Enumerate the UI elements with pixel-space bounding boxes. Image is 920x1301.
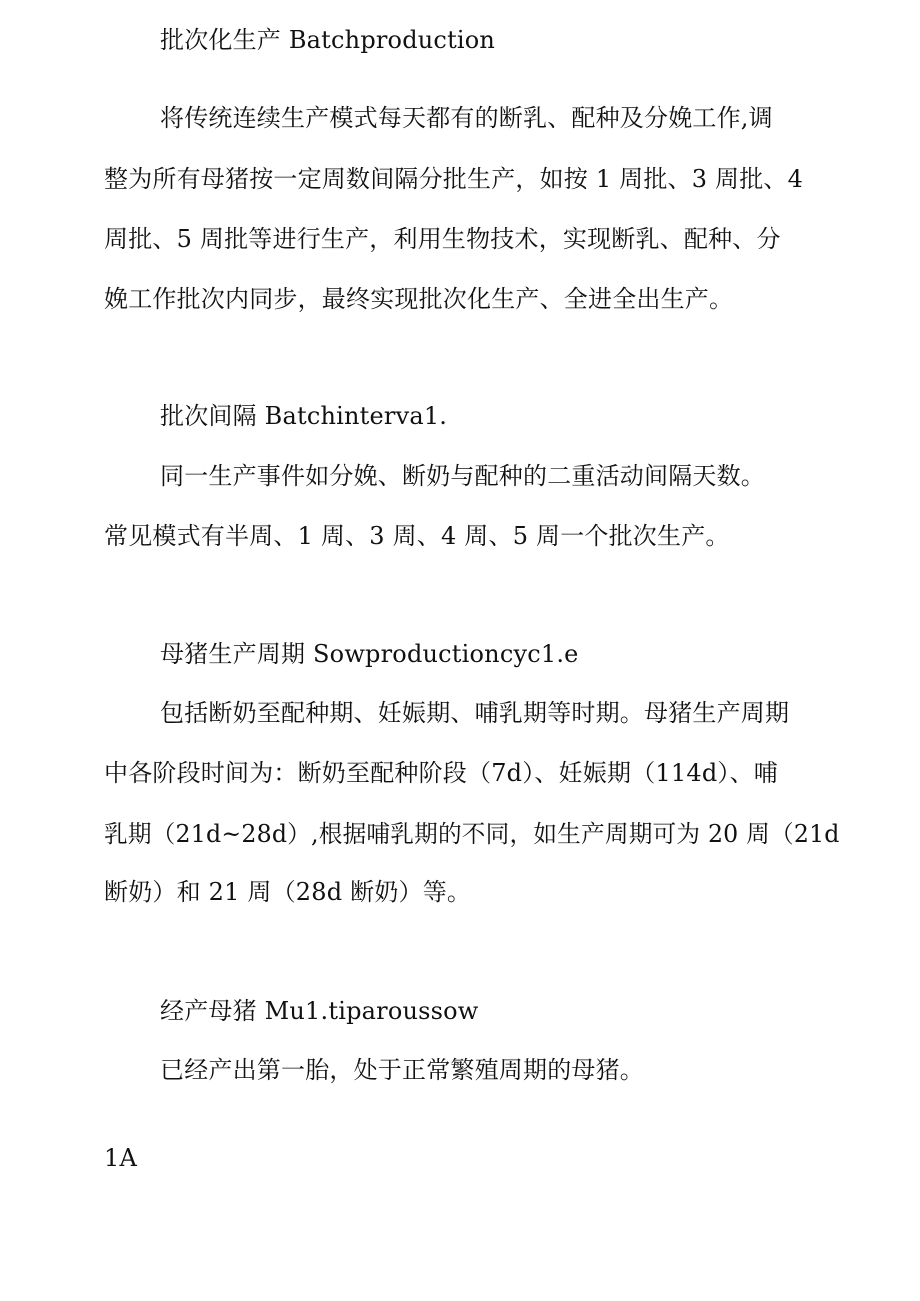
section-heading-multiparous-sow: 经产母猪 Mu1.tiparoussow xyxy=(160,997,479,1025)
paragraph-line: 已经产出第一胎，处于正常繁殖周期的母猪。 xyxy=(160,1056,644,1084)
section-heading-batch-production: 批次化生产 Batchproduction xyxy=(160,26,496,54)
paragraph-line: 周批、5 周批等进行生产，利用生物技术，实现断乳、配种、分 xyxy=(104,225,781,253)
paragraph-line: 常见模式有半周、1 周、3 周、4 周、5 周一个批次生产。 xyxy=(104,522,730,550)
section-heading-batch-interval: 批次间隔 Batchinterva1. xyxy=(160,402,448,430)
paragraph-line: 娩工作批次内同步，最终实现批次化生产、全进全出生产。 xyxy=(104,285,734,313)
paragraph-line: 中各阶段时间为：断奶至配种阶段（7d）、妊娠期（114d）、哺 xyxy=(104,759,779,787)
paragraph-line: 乳期（21d~28d）,根据哺乳期的不同，如生产周期可为 20 周（21d xyxy=(104,820,840,848)
paragraph-line: 整为所有母猪按一定周数间隔分批生产，如按 1 周批、3 周批、4 xyxy=(104,165,804,193)
section-heading-sow-production-cycle: 母猪生产周期 Sowproductioncyc1.e xyxy=(160,640,579,668)
footer-label: 1A xyxy=(104,1144,138,1172)
paragraph-line: 将传统连续生产模式每天都有的断乳、配种及分娩工作,调 xyxy=(160,104,773,132)
paragraph-line: 同一生产事件如分娩、断奶与配种的二重活动间隔天数。 xyxy=(160,462,765,490)
paragraph-line: 包括断奶至配种期、妊娠期、哺乳期等时期。母猪生产周期 xyxy=(160,699,790,727)
paragraph-line: 断奶）和 21 周（28d 断奶）等。 xyxy=(104,878,472,906)
